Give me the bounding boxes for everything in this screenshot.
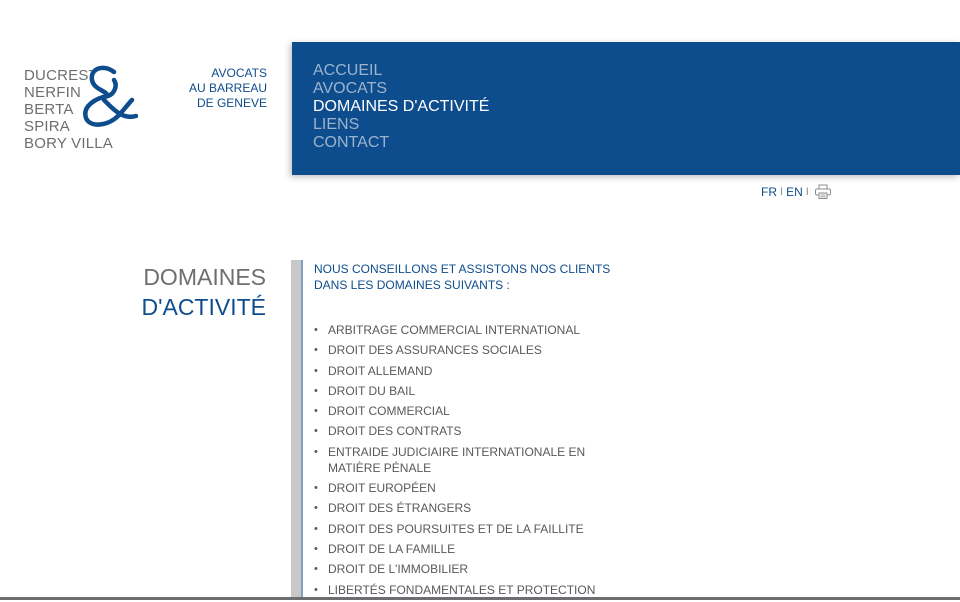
nav-item-liens[interactable]: LIENS — [313, 116, 360, 133]
list-item: • DROIT DU BAIL — [314, 383, 598, 399]
logo-line: NERFIN — [24, 84, 82, 101]
list-item: • DROIT EUROPÉEN — [314, 480, 598, 496]
tagline-line: AVOCATS — [211, 66, 267, 80]
list-item: • LIBERTÉS FONDAMENTALES ET PROTECTION — [314, 582, 598, 598]
page-title — [100, 262, 266, 322]
logo-line: BERTA — [24, 101, 74, 118]
nav-item-domaines-activite[interactable]: DOMAINES D'ACTIVITÉ — [313, 98, 490, 115]
tagline-line: AU BARREAU — [188, 81, 267, 95]
list-item: • DROIT DES ASSURANCES SOCIALES — [314, 342, 598, 358]
domains-list — [314, 322, 614, 598]
main-content — [314, 261, 614, 602]
lang-separator: I — [805, 186, 809, 198]
nav-list — [313, 62, 489, 152]
printer-icon[interactable] — [814, 184, 832, 200]
list-item: • DROIT DE LA FAMILLE — [314, 541, 598, 557]
logo-line: DUCREST — [24, 67, 98, 84]
nav-item-avocats[interactable]: AVOCATS — [313, 80, 388, 97]
page-title-line-2: D'ACTIVITÉ — [141, 294, 266, 320]
tagline-line: DE GENEVE — [196, 96, 267, 110]
lang-en-link[interactable]: EN — [786, 185, 803, 199]
main-navigation — [292, 42, 960, 175]
language-switcher — [761, 184, 832, 200]
lang-separator: I — [780, 186, 784, 198]
list-item: • ENTRAIDE JUDICIAIRE INTERNATIONALE EN MATIÈRE PÉNALE — [314, 444, 598, 476]
list-item: • ARBITRAGE COMMERCIAL INTERNATIONAL — [314, 322, 598, 338]
ampersand-icon — [74, 60, 138, 130]
logo-line: BORY VILLA — [24, 135, 113, 152]
intro-text: NOUS CONSEILLONS ET ASSISTONS NOS CLIENTS DANS LES DOMAINES SUIVANTS : — [314, 262, 611, 292]
list-item: • DROIT DES CONTRATS — [314, 423, 598, 439]
list-item: • DROIT COMMERCIAL — [314, 403, 598, 419]
logo-line: SPIRA — [24, 118, 71, 135]
firm-logo[interactable] — [24, 66, 144, 156]
lang-fr-link[interactable]: FR — [761, 185, 777, 199]
nav-item-contact[interactable]: CONTACT — [313, 134, 390, 151]
list-item: • DROIT DE L'IMMOBILIER — [314, 561, 598, 577]
content-divider-accent — [301, 260, 303, 600]
content-divider — [291, 260, 301, 600]
list-item: • DROIT ALLEMAND — [314, 363, 598, 379]
list-item: • DROIT DES ÉTRANGERS — [314, 500, 598, 516]
nav-item-accueil[interactable]: ACCUEIL — [313, 62, 383, 79]
firm-tagline — [170, 66, 267, 111]
list-item: • DROIT DES POURSUITES ET DE LA FAILLITE — [314, 521, 598, 537]
page-title-line-1: DOMAINES — [143, 264, 266, 290]
